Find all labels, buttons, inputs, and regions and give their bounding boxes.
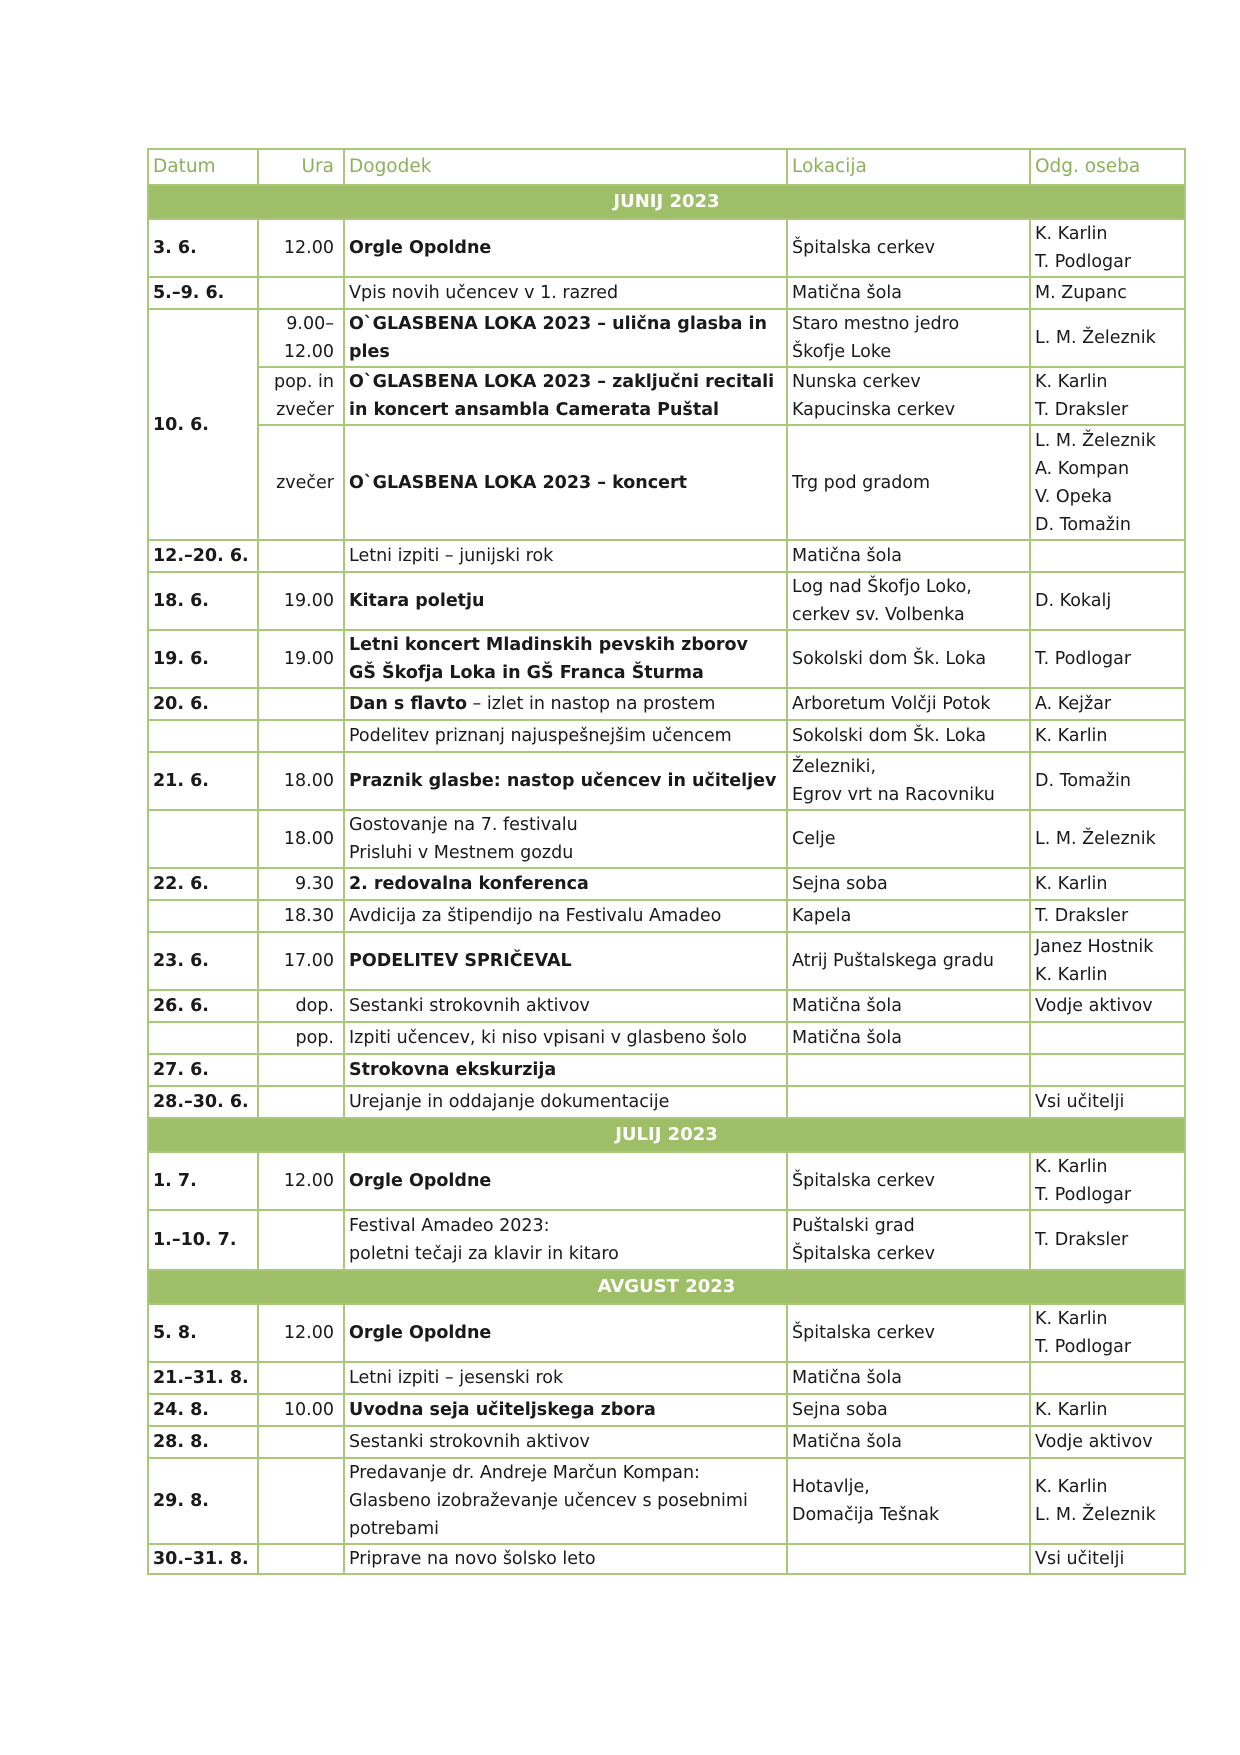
location-cell: Log nad Škofjo Loko, cerkev sv. Volbenka [787, 572, 1030, 630]
date-cell [148, 1022, 258, 1054]
event-cell [344, 688, 787, 720]
date-cell: 1.–10. 7. [148, 1210, 258, 1270]
event-cell: Letni koncert Mladinskih pevskih zborov GŠ Škofja Loka in GŠ Franca Šturma [344, 630, 787, 688]
person-cell: K. Karlin T. Podlogar [1030, 219, 1185, 277]
date-cell: 24. 8. [148, 1394, 258, 1426]
table-row [148, 900, 1185, 932]
time-cell: 18.00 [258, 752, 344, 810]
person-cell: K. Karlin T. Draksler [1030, 367, 1185, 425]
event-cell: Podelitev priznanj najuspešnejšim učencem [344, 720, 787, 752]
location-cell: Kapela [787, 900, 1030, 932]
event-cell: Strokovna ekskurzija [344, 1054, 787, 1086]
location-cell: Sokolski dom Šk. Loka [787, 630, 1030, 688]
time-cell [258, 1458, 344, 1544]
event-cell: Gostovanje na 7. festivalu Prisluhi v Mestnem gozdu [344, 810, 787, 868]
table-row [148, 1210, 1185, 1270]
event-cell: Avdicija za štipendijo na Festivalu Amadeo [344, 900, 787, 932]
event-cell: Urejanje in oddajanje dokumentacije [344, 1086, 787, 1118]
date-cell: 20. 6. [148, 688, 258, 720]
time-cell [258, 1086, 344, 1118]
date-cell: 18. 6. [148, 572, 258, 630]
header-row [148, 149, 1185, 185]
table-row [148, 1426, 1185, 1458]
table-row [148, 1362, 1185, 1394]
time-cell: 9.00– 12.00 [258, 309, 344, 367]
time-cell: 18.00 [258, 810, 344, 868]
header-date: Datum [148, 149, 258, 185]
event-title: Dan s flavto [349, 694, 467, 714]
table-row [148, 1086, 1185, 1118]
month-row-june [148, 185, 1185, 219]
schedule-table [147, 148, 1186, 1575]
person-cell [1030, 1054, 1185, 1086]
date-cell: 19. 6. [148, 630, 258, 688]
time-cell: zvečer [258, 425, 344, 540]
time-cell [258, 1210, 344, 1270]
table-row [148, 990, 1185, 1022]
header-location: Lokacija [787, 149, 1030, 185]
time-cell [258, 277, 344, 309]
event-cell: Kitara poletju [344, 572, 787, 630]
date-cell [148, 720, 258, 752]
table-row [148, 277, 1185, 309]
location-cell: Špitalska cerkev [787, 1152, 1030, 1210]
event-cell: Orgle Opoldne [344, 1304, 787, 1362]
event-cell: Izpiti učencev, ki niso vpisani v glasbeno šolo [344, 1022, 787, 1054]
person-cell: L. M. Železnik [1030, 309, 1185, 367]
location-cell: Matična šola [787, 1362, 1030, 1394]
time-cell: pop. in zvečer [258, 367, 344, 425]
person-cell: D. Kokalj [1030, 572, 1185, 630]
person-cell: K. Karlin T. Podlogar [1030, 1152, 1185, 1210]
person-cell: T. Draksler [1030, 900, 1185, 932]
date-cell: 21. 6. [148, 752, 258, 810]
table-row [148, 688, 1185, 720]
person-cell: M. Zupanc [1030, 277, 1185, 309]
table-row [148, 1054, 1185, 1086]
table-row [148, 1304, 1185, 1362]
time-cell [258, 1544, 344, 1574]
date-cell: 23. 6. [148, 932, 258, 990]
time-cell: 18.30 [258, 900, 344, 932]
event-cell: Priprave na novo šolsko leto [344, 1544, 787, 1574]
time-cell [258, 540, 344, 572]
event-cell: O`GLASBENA LOKA 2023 – zaključni recitali in koncert ansambla Camerata Puštal [344, 367, 787, 425]
table-row [148, 868, 1185, 900]
table-row [148, 1022, 1185, 1054]
person-cell: K. Karlin [1030, 1394, 1185, 1426]
month-label: AVGUST 2023 [148, 1270, 1185, 1304]
person-cell: Vodje aktivov [1030, 990, 1185, 1022]
person-cell: T. Podlogar [1030, 630, 1185, 688]
table-row [148, 425, 1185, 540]
person-cell: Vsi učitelji [1030, 1086, 1185, 1118]
event-cell: Sestanki strokovnih aktivov [344, 990, 787, 1022]
date-cell: 10. 6. [148, 309, 258, 540]
event-cell: O`GLASBENA LOKA 2023 – ulična glasba in ples [344, 309, 787, 367]
date-cell: 30.–31. 8. [148, 1544, 258, 1574]
date-cell [148, 810, 258, 868]
month-row-august [148, 1270, 1185, 1304]
table-row [148, 219, 1185, 277]
date-cell: 21.–31. 8. [148, 1362, 258, 1394]
header-time: Ura [258, 149, 344, 185]
table-row [148, 932, 1185, 990]
event-cell: Letni izpiti – junijski rok [344, 540, 787, 572]
event-cell: Sestanki strokovnih aktivov [344, 1426, 787, 1458]
person-cell [1030, 1362, 1185, 1394]
date-cell: 22. 6. [148, 868, 258, 900]
location-cell: Staro mestno jedro Škofje Loke [787, 309, 1030, 367]
time-cell [258, 720, 344, 752]
time-cell [258, 1054, 344, 1086]
person-cell: Vodje aktivov [1030, 1426, 1185, 1458]
time-cell: 9.30 [258, 868, 344, 900]
date-cell: 28.–30. 6. [148, 1086, 258, 1118]
person-cell: L. M. Železnik A. Kompan V. Opeka D. Tomažin [1030, 425, 1185, 540]
person-cell [1030, 540, 1185, 572]
date-cell: 26. 6. [148, 990, 258, 1022]
time-cell: dop. [258, 990, 344, 1022]
person-cell: K. Karlin L. M. Železnik [1030, 1458, 1185, 1544]
month-row-july [148, 1118, 1185, 1152]
date-cell: 27. 6. [148, 1054, 258, 1086]
table-row [148, 540, 1185, 572]
location-cell: Celje [787, 810, 1030, 868]
event-cell: Orgle Opoldne [344, 219, 787, 277]
table-row [148, 630, 1185, 688]
date-cell: 29. 8. [148, 1458, 258, 1544]
event-cell: PODELITEV SPRIČEVAL [344, 932, 787, 990]
time-cell: 12.00 [258, 1304, 344, 1362]
location-cell: Trg pod gradom [787, 425, 1030, 540]
date-cell: 3. 6. [148, 219, 258, 277]
location-cell: Puštalski grad Špitalska cerkev [787, 1210, 1030, 1270]
table-row [148, 572, 1185, 630]
person-cell: K. Karlin [1030, 868, 1185, 900]
header-person: Odg. oseba [1030, 149, 1185, 185]
location-cell: Špitalska cerkev [787, 1304, 1030, 1362]
month-label: JULIJ 2023 [148, 1118, 1185, 1152]
time-cell [258, 1426, 344, 1458]
table-row [148, 1152, 1185, 1210]
event-cell: 2. redovalna konferenca [344, 868, 787, 900]
date-cell: 5.–9. 6. [148, 277, 258, 309]
location-cell: Arboretum Volčji Potok [787, 688, 1030, 720]
location-cell: Atrij Puštalskega gradu [787, 932, 1030, 990]
table-row [148, 1394, 1185, 1426]
table-row [148, 1544, 1185, 1574]
event-cell: Orgle Opoldne [344, 1152, 787, 1210]
table-row [148, 1458, 1185, 1544]
person-cell: L. M. Železnik [1030, 810, 1185, 868]
event-cell: Festival Amadeo 2023: poletni tečaji za klavir in kitaro [344, 1210, 787, 1270]
person-cell: K. Karlin [1030, 720, 1185, 752]
location-cell: Matična šola [787, 277, 1030, 309]
person-cell: T. Draksler [1030, 1210, 1185, 1270]
time-cell: 19.00 [258, 572, 344, 630]
person-cell: Janez Hostnik K. Karlin [1030, 932, 1185, 990]
time-cell: 17.00 [258, 932, 344, 990]
table-row [148, 720, 1185, 752]
time-cell: 10.00 [258, 1394, 344, 1426]
time-cell: 12.00 [258, 1152, 344, 1210]
location-cell: Matična šola [787, 990, 1030, 1022]
event-cell: Letni izpiti – jesenski rok [344, 1362, 787, 1394]
time-cell [258, 688, 344, 720]
location-cell [787, 1086, 1030, 1118]
event-cell: O`GLASBENA LOKA 2023 – koncert [344, 425, 787, 540]
date-cell: 5. 8. [148, 1304, 258, 1362]
header-event: Dogodek [344, 149, 787, 185]
table-row [148, 752, 1185, 810]
location-cell: Matična šola [787, 1426, 1030, 1458]
time-cell: 12.00 [258, 219, 344, 277]
table-row [148, 367, 1185, 425]
event-cell: Vpis novih učencev v 1. razred [344, 277, 787, 309]
time-cell [258, 1362, 344, 1394]
date-cell: 1. 7. [148, 1152, 258, 1210]
time-cell: 19.00 [258, 630, 344, 688]
location-cell: Sejna soba [787, 1394, 1030, 1426]
month-label: JUNIJ 2023 [148, 185, 1185, 219]
person-cell: A. Kejžar [1030, 688, 1185, 720]
location-cell: Hotavlje, Domačija Tešnak [787, 1458, 1030, 1544]
event-cell: Uvodna seja učiteljskega zbora [344, 1394, 787, 1426]
event-cell: Predavanje dr. Andreje Marčun Kompan: Glasbeno izobraževanje učencev s posebnimi potrebami [344, 1458, 787, 1544]
event-cell: Praznik glasbe: nastop učencev in učiteljev [344, 752, 787, 810]
location-cell [787, 1054, 1030, 1086]
location-cell: Sejna soba [787, 868, 1030, 900]
person-cell: D. Tomažin [1030, 752, 1185, 810]
person-cell [1030, 1022, 1185, 1054]
date-cell: 28. 8. [148, 1426, 258, 1458]
location-cell: Matična šola [787, 1022, 1030, 1054]
time-cell: pop. [258, 1022, 344, 1054]
date-cell [148, 900, 258, 932]
event-detail: – izlet in nastop na prostem [466, 694, 716, 714]
table-row [148, 810, 1185, 868]
location-cell [787, 1544, 1030, 1574]
date-cell: 12.–20. 6. [148, 540, 258, 572]
location-cell: Nunska cerkev Kapucinska cerkev [787, 367, 1030, 425]
location-cell: Sokolski dom Šk. Loka [787, 720, 1030, 752]
location-cell: Matična šola [787, 540, 1030, 572]
location-cell: Špitalska cerkev [787, 219, 1030, 277]
location-cell: Železniki, Egrov vrt na Racovniku [787, 752, 1030, 810]
person-cell: Vsi učitelji [1030, 1544, 1185, 1574]
person-cell: K. Karlin T. Podlogar [1030, 1304, 1185, 1362]
table-row [148, 309, 1185, 367]
